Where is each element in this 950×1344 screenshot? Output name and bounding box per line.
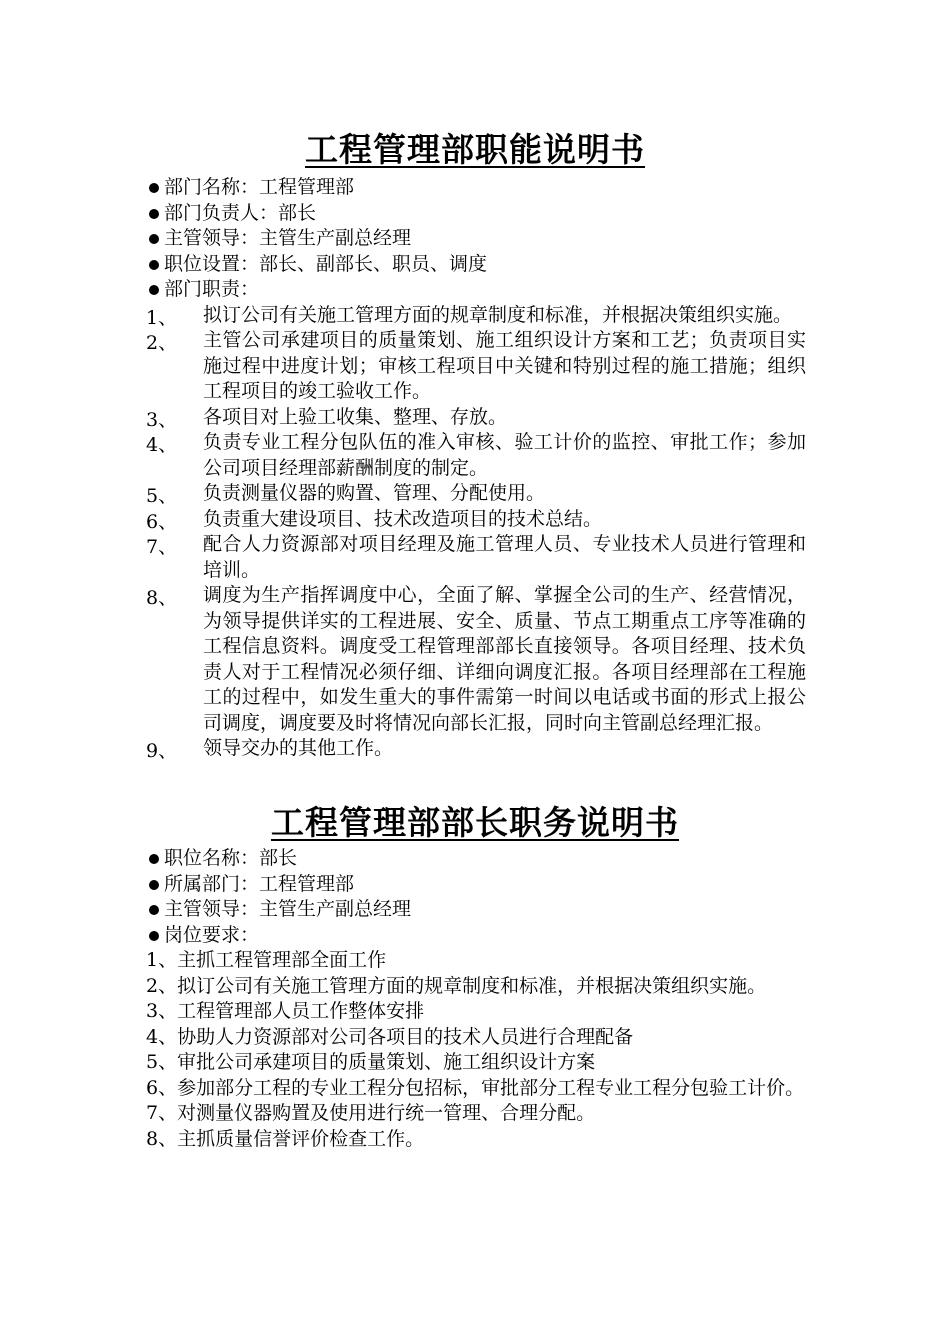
department-head-section xyxy=(146,846,806,1152)
bullet-icon xyxy=(149,260,159,270)
duty-item: 6、 负责重大建设项目、技术改造项目的技术总结。 xyxy=(146,507,603,533)
bullet-item: 所属部门：工程管理部 xyxy=(146,872,806,898)
duty-item: 3、 各项目对上验工收集、整理、存放。 xyxy=(146,405,508,431)
duty-item: 2、 主管公司承建项目的质量策划、施工组织设计方案和工艺；负责项目实施过程中进度计划；审核工程项目中关键和特别过程的施工措施；组织工程项目的竣工验收工作。 xyxy=(146,329,806,402)
bullet-item: 部门负责人：部长 xyxy=(146,201,806,227)
duty-item: 4、 负责专业工程分包队伍的准入审核、验工计价的监控、审批工作；参加公司项目经理部薪酬制度的制定。 xyxy=(146,431,806,479)
department-function-title: 工程管理部职能说明书 xyxy=(305,130,645,169)
duty-item: 7、 配合人力资源部对项目经理及施工管理人员、专业技术人员进行管理和培训。 xyxy=(146,533,806,581)
department-head-title: 工程管理部部长职务说明书 xyxy=(271,803,679,842)
bullet-icon xyxy=(149,880,159,890)
bullet-icon xyxy=(149,931,159,941)
requirement-item: 2、拟订公司有关施工管理方面的规章制度和标准，并根据决策组织实施。 xyxy=(146,974,767,997)
bullet-item: 部门名称：工程管理部 xyxy=(146,175,806,201)
bullet-item: 部门职责： xyxy=(146,277,806,303)
duty-item: 5、 负责测量仪器的购置、管理、分配使用。 xyxy=(146,482,546,507)
duty-item: 8、 调度为生产指挥调度中心，全面了解、掌握全公司的生产、经营情况，为领导提供详实的工程进展、安全、质量、节点工期重点工序等准确的工程信息资料。调度受工程管理部部长直接领导。各项目经理、技术负责人对于工程情况必须仔细、详细向调度汇报。各项目经理部在工程施工的过程中，如发生重大的事件需第一时间以电话或书面的形式上报公司调度，调度要及时将情况向部长汇报，同时向主管副总经理汇报。 xyxy=(146,584,806,734)
requirement-item: 5、审批公司承建项目的质量策划、施工组织设计方案 xyxy=(146,1051,596,1073)
requirement-item: 1、主抓工程管理部全面工作 xyxy=(146,949,387,971)
requirement-item: 7、对测量仪器购置及使用进行统一管理、合理分配。 xyxy=(146,1102,596,1124)
bullet-icon xyxy=(149,854,159,864)
department-function-section xyxy=(146,175,806,762)
requirement-item: 6、参加部分工程的专业工程分包招标，审批部分工程专业工程分包验工计价。 xyxy=(146,1076,805,1099)
bullet-icon xyxy=(149,183,159,193)
bullet-item: 职位名称：部长 xyxy=(146,846,806,872)
bullet-item: 主管领导：主管生产副总经理 xyxy=(146,897,806,923)
bullet-icon xyxy=(149,285,159,295)
bullet-icon xyxy=(149,209,159,219)
duty-item: 1、 拟订公司有关施工管理方面的规章制度和标准，并根据决策组织实施。 xyxy=(146,303,793,329)
bullet-item: 岗位要求： xyxy=(146,923,806,949)
requirement-item: 4、协助人力资源部对公司各项目的技术人员进行合理配备 xyxy=(146,1025,634,1048)
bullet-icon xyxy=(149,905,159,915)
bullet-item: 职位设置：部长、副部长、职员、调度 xyxy=(146,252,806,278)
duty-item: 9、 领导交办的其他工作。 xyxy=(146,737,394,762)
bullet-icon xyxy=(149,234,159,244)
bullet-item: 主管领导：主管生产副总经理 xyxy=(146,226,806,252)
requirement-item: 3、工程管理部人员工作整体安排 xyxy=(146,1000,425,1022)
requirement-item: 8、主抓质量信誉评价检查工作。 xyxy=(146,1127,425,1150)
